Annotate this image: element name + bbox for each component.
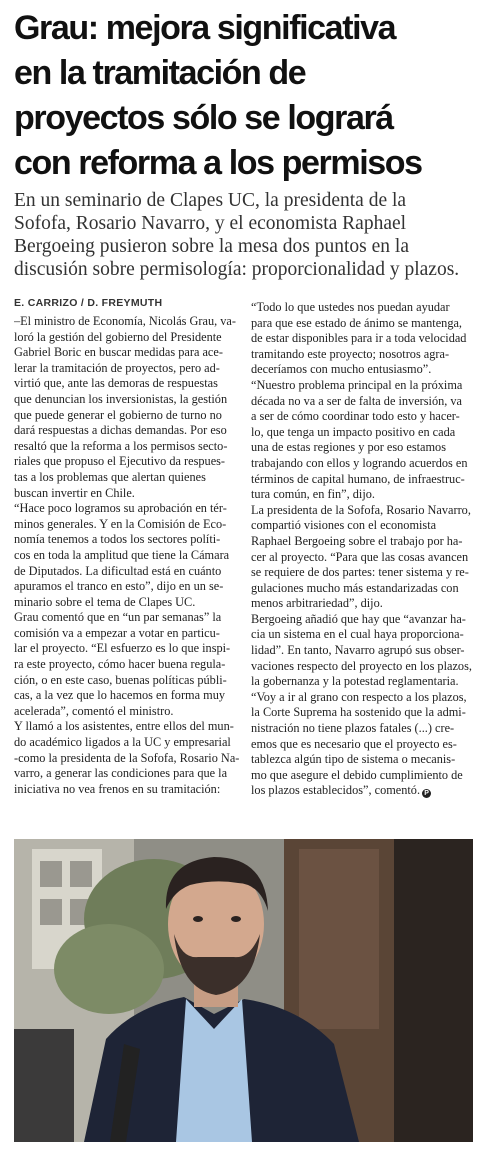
body-text-line: tas a los problemas que alertan quienes (14, 469, 206, 484)
body-text-line: lar el proyecto. “El esfuerzo es lo que inspi- (14, 641, 231, 656)
body-column-right (251, 300, 479, 799)
body-text-line: vaciones respecto del proyecto en los plazos, (251, 658, 472, 673)
body-text-line: do académico ligados a la UC y empresarial (14, 735, 231, 750)
body-text-line: términos de capital humano, de infraestruc- (251, 471, 465, 486)
body-text-line: la Corte Suprema ha sostenido que la admi- (251, 705, 466, 720)
end-mark-icon: P (422, 789, 431, 798)
body-text-line: riales que propuso el Ejecutivo da respues- (14, 454, 226, 469)
headline-line: en la tramitación de (14, 54, 306, 92)
body-text-line: se requiere de dos partes: tener sistema y re- (251, 565, 469, 580)
body-text-line: cas, a la vez que lo hacemos en forma muy (14, 688, 226, 703)
body-text-line: que puede generar el gobierno de turno no (14, 407, 222, 422)
body-text-line: trabajando con ellos y logrando acuerdos en (251, 455, 468, 470)
body-text-line: tramitando este proyecto; nosotros agra- (251, 346, 450, 361)
body-text-line: de Diputados. La dificultad está en cuánto (14, 563, 222, 578)
body-text-line: resaltó que la reforma a los permisos secto- (14, 438, 228, 453)
body-text-line: lo, que tenga un impacto positivo en cada (251, 424, 456, 439)
body-column-left (14, 297, 242, 797)
body-text-line: virtió que, ante las demoras de respuestas (14, 376, 218, 391)
body-text-line: Grau comentó que en “un par semanas” la (14, 610, 222, 625)
deck-line: Bergoeing pusieron sobre la mesa dos puntos en la (14, 236, 409, 257)
body-text-line: Bergoeing añadió que hay que “avanzar ha- (251, 611, 466, 626)
body-text-line: emos que es necesario que el proyecto es- (251, 736, 457, 751)
body-text-line: tablezca algún tipo de sistema o mecanis- (251, 752, 456, 767)
body-text-line: minos generales. Y en la Comisión de Eco- (14, 516, 227, 531)
portrait-photo-icon (14, 839, 473, 1142)
headline (14, 6, 476, 186)
body-text-line: nistración no tiene plazos fatales (...) cre- (251, 721, 455, 736)
body-text-line: compartió visiones con el economista (251, 518, 437, 533)
body-text-line: a ser de cómo coordinar todo esto y hacer- (251, 409, 460, 424)
body-text-line: “Todo lo que ustedes nos puedan ayudar (251, 300, 450, 314)
body-text-line: que denuncian los inversionistas, la gestión (14, 391, 228, 406)
body-text-line: minario sobre el tema de Clapes UC. (14, 594, 196, 609)
deck-line: Sofofa, Rosario Navarro, y el economista Raphael (14, 213, 407, 234)
body-text-line: lidad”. En tanto, Navarro agrupó sus obser- (251, 643, 465, 658)
body-text-line: “Nuestro problema principal en la próxima (251, 377, 463, 392)
body-text-line: apuramos el tranco en esto”, dijo en un se- (14, 579, 224, 594)
body-text-line: cer al proyecto. “Para que las cosas avancen (251, 549, 469, 564)
headline-line: con reforma a los permisos (14, 144, 422, 182)
body-text-line: cos en toda la amplitud que tiene la Cámara (14, 547, 230, 562)
deck (14, 189, 476, 281)
body-text-line: década no va a ser de falta de inversión, va (251, 393, 462, 408)
body-text-line: una de estas regiones y por eso estamos (251, 440, 446, 455)
body-text-line: Y llamó a los asistentes, entre ellos del mun- (14, 719, 234, 734)
body-text-line: Gabriel Boric en buscar medidas para ace- (14, 345, 223, 360)
body-text-line: tura común, en fin”, dijo. (251, 487, 375, 502)
body-text-line: acelerada”, comentó el ministro. (14, 703, 174, 718)
body-text-line: La presidenta de la Sofofa, Rosario Navarro, (251, 502, 471, 517)
body-text-line: –El ministro de Economía, Nicolás Grau, va- (14, 314, 236, 328)
article-photo (14, 839, 473, 1142)
body-text-line: la gobernanza y la potestad reglamentaria. (251, 674, 459, 689)
byline: E. CARRIZO / D. FREYMUTH (14, 297, 163, 309)
body-text-line: varro, a generar las condiciones para que la (14, 766, 228, 781)
body-text-line: Raphael Bergoeing sobre el trabajo por ha- (251, 533, 463, 548)
body-text-line: para que ese estado de ánimo se mantenga, (251, 315, 463, 330)
body-text-line: buscan invertir en Chile. (14, 485, 135, 500)
deck-line: En un seminario de Clapes UC, la presidenta de la (14, 190, 407, 211)
body-text-line: los plazos establecidos”, comentó. P (251, 783, 479, 799)
body-text-line: “Voy a ir al grano con respecto a los plazos, (251, 689, 467, 704)
headline-line: proyectos sólo se logrará (14, 99, 393, 137)
body-text-line: de estar disponibles para ir a toda velocidad (251, 331, 467, 346)
body-text-line: ción, o en este caso, buenas políticas públi- (14, 672, 227, 687)
body-text-line: ra este proyecto, cómo hacer buena regula- (14, 657, 226, 672)
body-text-line: comisión va a empezar a votar en particu- (14, 625, 220, 640)
body-text-line: “Hace poco logramos su aprobación en tér- (14, 501, 227, 516)
body-text-line: iniciativa no vea frenos en su tramitación: (14, 781, 221, 796)
body-text-line: lerar la tramitación de proyectos, pero ad- (14, 360, 220, 375)
body-text-line: loró la gestión del gobierno del Presidente (14, 329, 222, 344)
body-text-line: deceríamos con mucho entusiasmo”. (251, 362, 432, 377)
deck-line: discusión sobre permisología: proporcionalidad y plazos. (14, 259, 460, 280)
headline-line: Grau: mejora significativa (14, 9, 396, 47)
body-text-line: -como la presidenta de la Sofofa, Rosario Na- (14, 750, 240, 765)
body-text-line: mo que asegure el debido cumplimiento de (251, 767, 463, 782)
body-text-line: nomía tenemos a todos los sectores políti- (14, 532, 221, 547)
body-text-line: menos arbitrariedad”, dijo. (251, 596, 383, 611)
body-text-line: dará respuestas a dichas demandas. Por eso (14, 423, 227, 438)
body-text-line: cia un sistema en el cual haya proporciona- (251, 627, 464, 642)
body-text-line: gulaciones mucho más estandarizadas con (251, 580, 459, 595)
